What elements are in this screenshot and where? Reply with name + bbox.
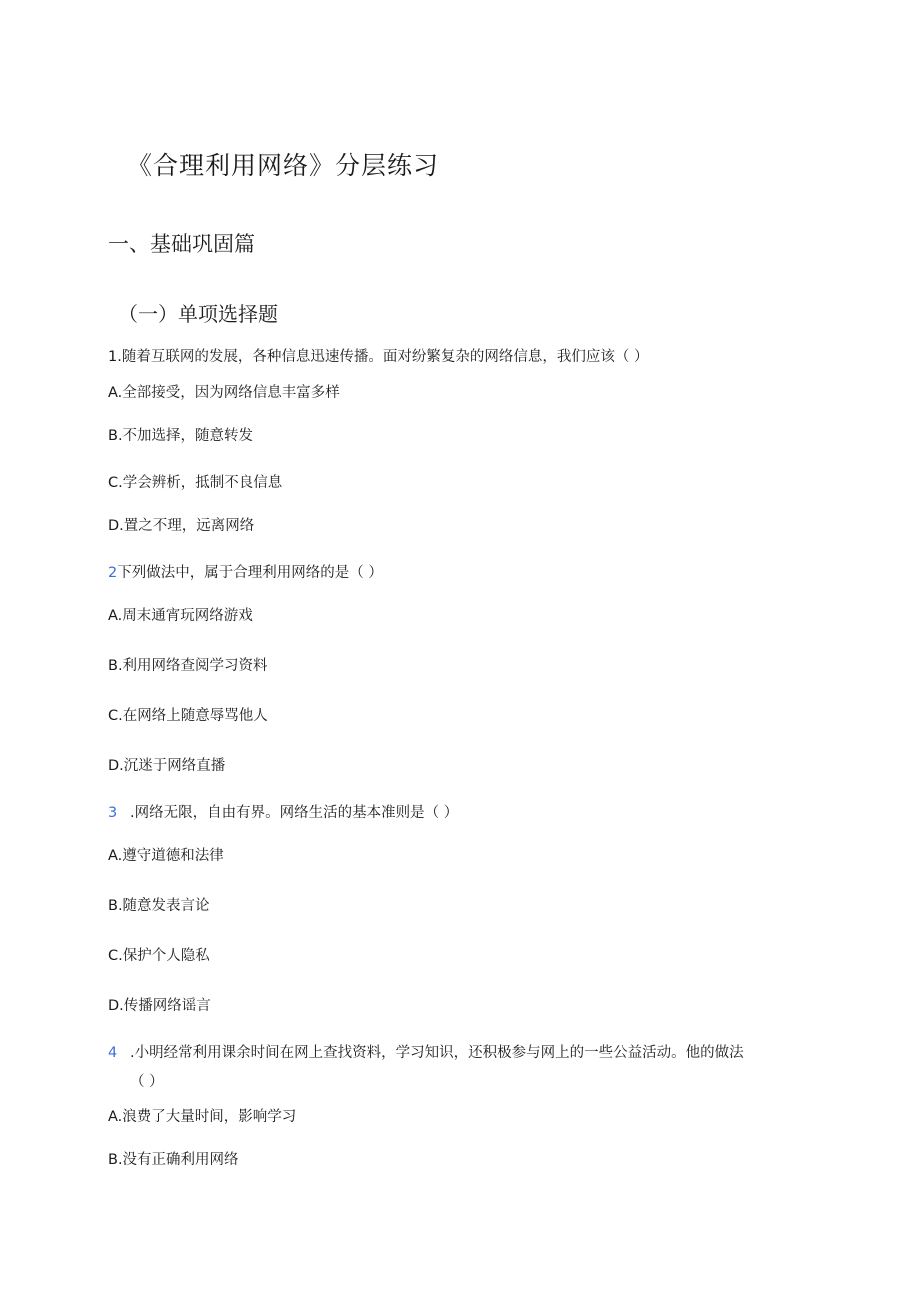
question-2-option-b: B.利用网络查阅学习资料 [108, 658, 268, 674]
question-4 [108, 1041, 744, 1062]
question-3-option-a: A.遵守道德和法律 [108, 848, 224, 864]
question-3 [108, 801, 458, 822]
question-3-option-b: B.随意发表言论 [108, 898, 210, 914]
question-4-option-a: A.浪费了大量时间，影响学习 [108, 1109, 297, 1125]
question-3-option-d: D.传播网络谣言 [108, 998, 211, 1014]
subsection-heading: （一）单项选择题 [118, 302, 278, 326]
question-4-option-b: B.没有正确利用网络 [108, 1152, 239, 1168]
question-4-stem: .小明经常利用课余时间在网上查找资料，学习知识，还积极参与网上的一些公益活动。他的做法 [130, 1045, 744, 1061]
question-1-option-a: A.全部接受，因为网络信息丰富多样 [108, 385, 340, 401]
section-heading: 一、基础巩固篇 [108, 232, 255, 256]
question-1-stem: 1.随着互联网的发展，各种信息迅速传播。面对纷繁复杂的网络信息，我们应该（ ） [108, 349, 649, 365]
question-3-stem: .网络无限，自由有界。网络生活的基本准则是（ ） [130, 805, 459, 821]
document-title: 《合理利用网络》分层练习 [127, 151, 440, 180]
question-2-number: 2 [108, 565, 118, 581]
question-2-option-d: D.沉迷于网络直播 [108, 758, 226, 774]
question-4-stem-continuation: （ ） [130, 1074, 164, 1090]
question-3-number: 3 [108, 805, 118, 821]
question-2 [108, 561, 383, 582]
question-1-option-c: C.学会辨析，抵制不良信息 [108, 475, 283, 491]
question-4-number: 4 [108, 1045, 118, 1061]
question-1-option-b: B.不加选择，随意转发 [108, 428, 254, 444]
question-2-stem: 下列做法中，属于合理利用网络的是（ ） [117, 565, 383, 581]
question-3-option-c: C.保护个人隐私 [108, 948, 210, 964]
question-2-option-c: C.在网络上随意辱骂他人 [108, 708, 268, 724]
question-2-option-a: A.周末通宵玩网络游戏 [108, 608, 253, 624]
question-1-option-d: D.置之不理，远离网络 [108, 518, 255, 534]
